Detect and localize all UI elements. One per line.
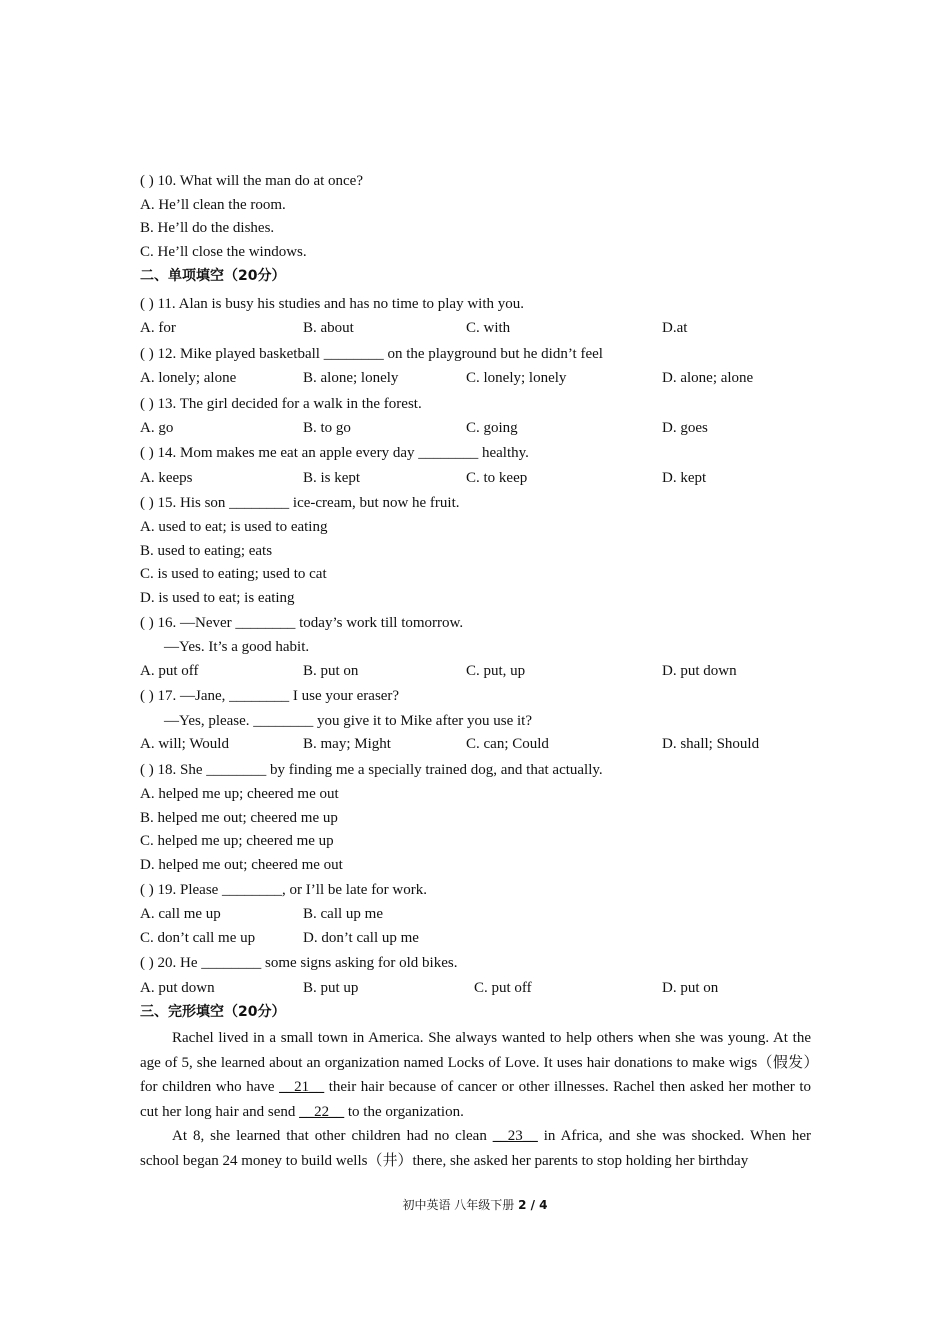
section-2-heading: 二、单项填空（20分） — [140, 268, 286, 284]
q11-option-b: B. about — [303, 320, 354, 336]
q18-option-b: B. helped me out; cheered me up — [140, 810, 338, 826]
q16-option-d: D. put down — [662, 663, 737, 679]
q19-option-c: C. don’t call me up — [140, 930, 256, 946]
question-16-reply: —Yes. It’s a good habit. — [164, 639, 310, 655]
cloze-paragraph-2 — [140, 1124, 811, 1173]
q15-option-a: A. used to eat; is used to eating — [140, 519, 328, 535]
cloze-blank-23: __23__ — [492, 1128, 538, 1144]
question-11: ( ) 11. Alan is busy his studies and has no time to play with you. — [140, 296, 525, 312]
q18-option-c: C. helped me up; cheered me up — [140, 833, 334, 849]
q14-option-d: D. kept — [662, 470, 707, 486]
question-15: ( ) 15. His son ________ ice-cream, but now he fruit. — [140, 495, 460, 511]
question-13: ( ) 13. The girl decided for a walk in the forest. — [140, 396, 422, 412]
q19-option-a: A. call me up — [140, 906, 221, 922]
q14-option-b: B. is kept — [303, 470, 361, 486]
cloze-text: At 8, she learned that other children had no clean — [172, 1128, 493, 1144]
q11-option-d: D.at — [662, 320, 688, 336]
q20-option-d: D. put on — [662, 980, 719, 996]
q15-option-b: B. used to eating; eats — [140, 543, 273, 559]
page-footer — [0, 1196, 950, 1213]
q19-option-d: D. don’t call up me — [303, 930, 419, 946]
q14-option-c: C. to keep — [466, 470, 528, 486]
q17-option-a: A. will; Would — [140, 736, 229, 752]
q20-option-c: C. put off — [474, 980, 532, 996]
q17-option-c: C. can; Could — [466, 736, 549, 752]
cloze-text: to the organization. — [344, 1103, 464, 1120]
cloze-blank-22: __22__ — [299, 1103, 345, 1120]
cloze-text: in Africa, and she was shocked. When her school began 24 money to build wells（井）there, she asked her parents to stop holding her birthday — [140, 1128, 811, 1169]
q12-option-d: D. alone; alone — [662, 370, 754, 386]
q20-option-b: B. put up — [303, 980, 359, 996]
q10-option-a: A. He’ll clean the room. — [140, 197, 286, 213]
cloze-blank-21: __21__ — [279, 1079, 325, 1095]
q17-option-b: B. may; Might — [303, 736, 391, 752]
q14-option-a: A. keeps — [140, 470, 193, 486]
q13-option-b: B. to go — [303, 420, 351, 436]
q17-option-d: D. shall; Should — [662, 736, 760, 752]
q19-option-b: B. call up me — [303, 906, 383, 922]
q10-option-c: C. He’ll close the windows. — [140, 244, 307, 260]
q13-option-c: C. going — [466, 420, 518, 436]
question-18: ( ) 18. She ________ by finding me a specially trained dog, and that actually. — [140, 762, 603, 778]
question-19: ( ) 19. Please ________, or I’ll be late for work. — [140, 882, 428, 898]
page-number: 2 / 4 — [518, 1198, 548, 1212]
q12-option-b: B. alone; lonely — [303, 370, 399, 386]
question-10: ( ) 10. What will the man do at once? — [140, 173, 363, 189]
question-12: ( ) 12. Mike played basketball ________ on the playground but he didn’t feel — [140, 346, 603, 362]
question-17-reply: —Yes, please. ________ you give it to Mike after you use it? — [164, 713, 533, 729]
footer-title: 初中英语 八年级下册 — [402, 1198, 519, 1212]
question-14: ( ) 14. Mom makes me eat an apple every day ________ healthy. — [140, 445, 529, 461]
q13-option-a: A. go — [140, 420, 174, 436]
section-3-heading: 三、完形填空（20分） — [140, 1004, 286, 1020]
question-17: ( ) 17. —Jane, ________ I use your eraser? — [140, 688, 400, 704]
q12-option-a: A. lonely; alone — [140, 370, 237, 386]
q11-option-a: A. for — [140, 320, 176, 336]
q18-option-d: D. helped me out; cheered me out — [140, 857, 343, 873]
q16-option-a: A. put off — [140, 663, 199, 679]
cloze-text: their hair because of cancer or other illnesses. Rachel then asked her mother to cut her long hair and send — [140, 1079, 811, 1120]
question-16: ( ) 16. —Never ________ today’s work till tomorrow. — [140, 615, 464, 631]
q16-option-b: B. put on — [303, 663, 359, 679]
cloze-paragraph-1 — [140, 1026, 811, 1124]
cloze-text: Rachel lived in a small town in America. She always wanted to help others when she was young. At the age of 5, she learned about an organization named Locks of Love. It uses hair donations to make wigs（假发）for children who have — [140, 1030, 811, 1095]
q13-option-d: D. goes — [662, 420, 708, 436]
q16-option-c: C. put, up — [466, 663, 526, 679]
q15-option-d: D. is used to eat; is eating — [140, 590, 295, 606]
question-20: ( ) 20. He ________ some signs asking for old bikes. — [140, 955, 458, 971]
q18-option-a: A. helped me up; cheered me out — [140, 786, 339, 802]
q10-option-b: B. He’ll do the dishes. — [140, 220, 275, 236]
q11-option-c: C. with — [466, 320, 511, 336]
q12-option-c: C. lonely; lonely — [466, 370, 567, 386]
q20-option-a: A. put down — [140, 980, 215, 996]
q15-option-c: C. is used to eating; used to cat — [140, 566, 327, 582]
